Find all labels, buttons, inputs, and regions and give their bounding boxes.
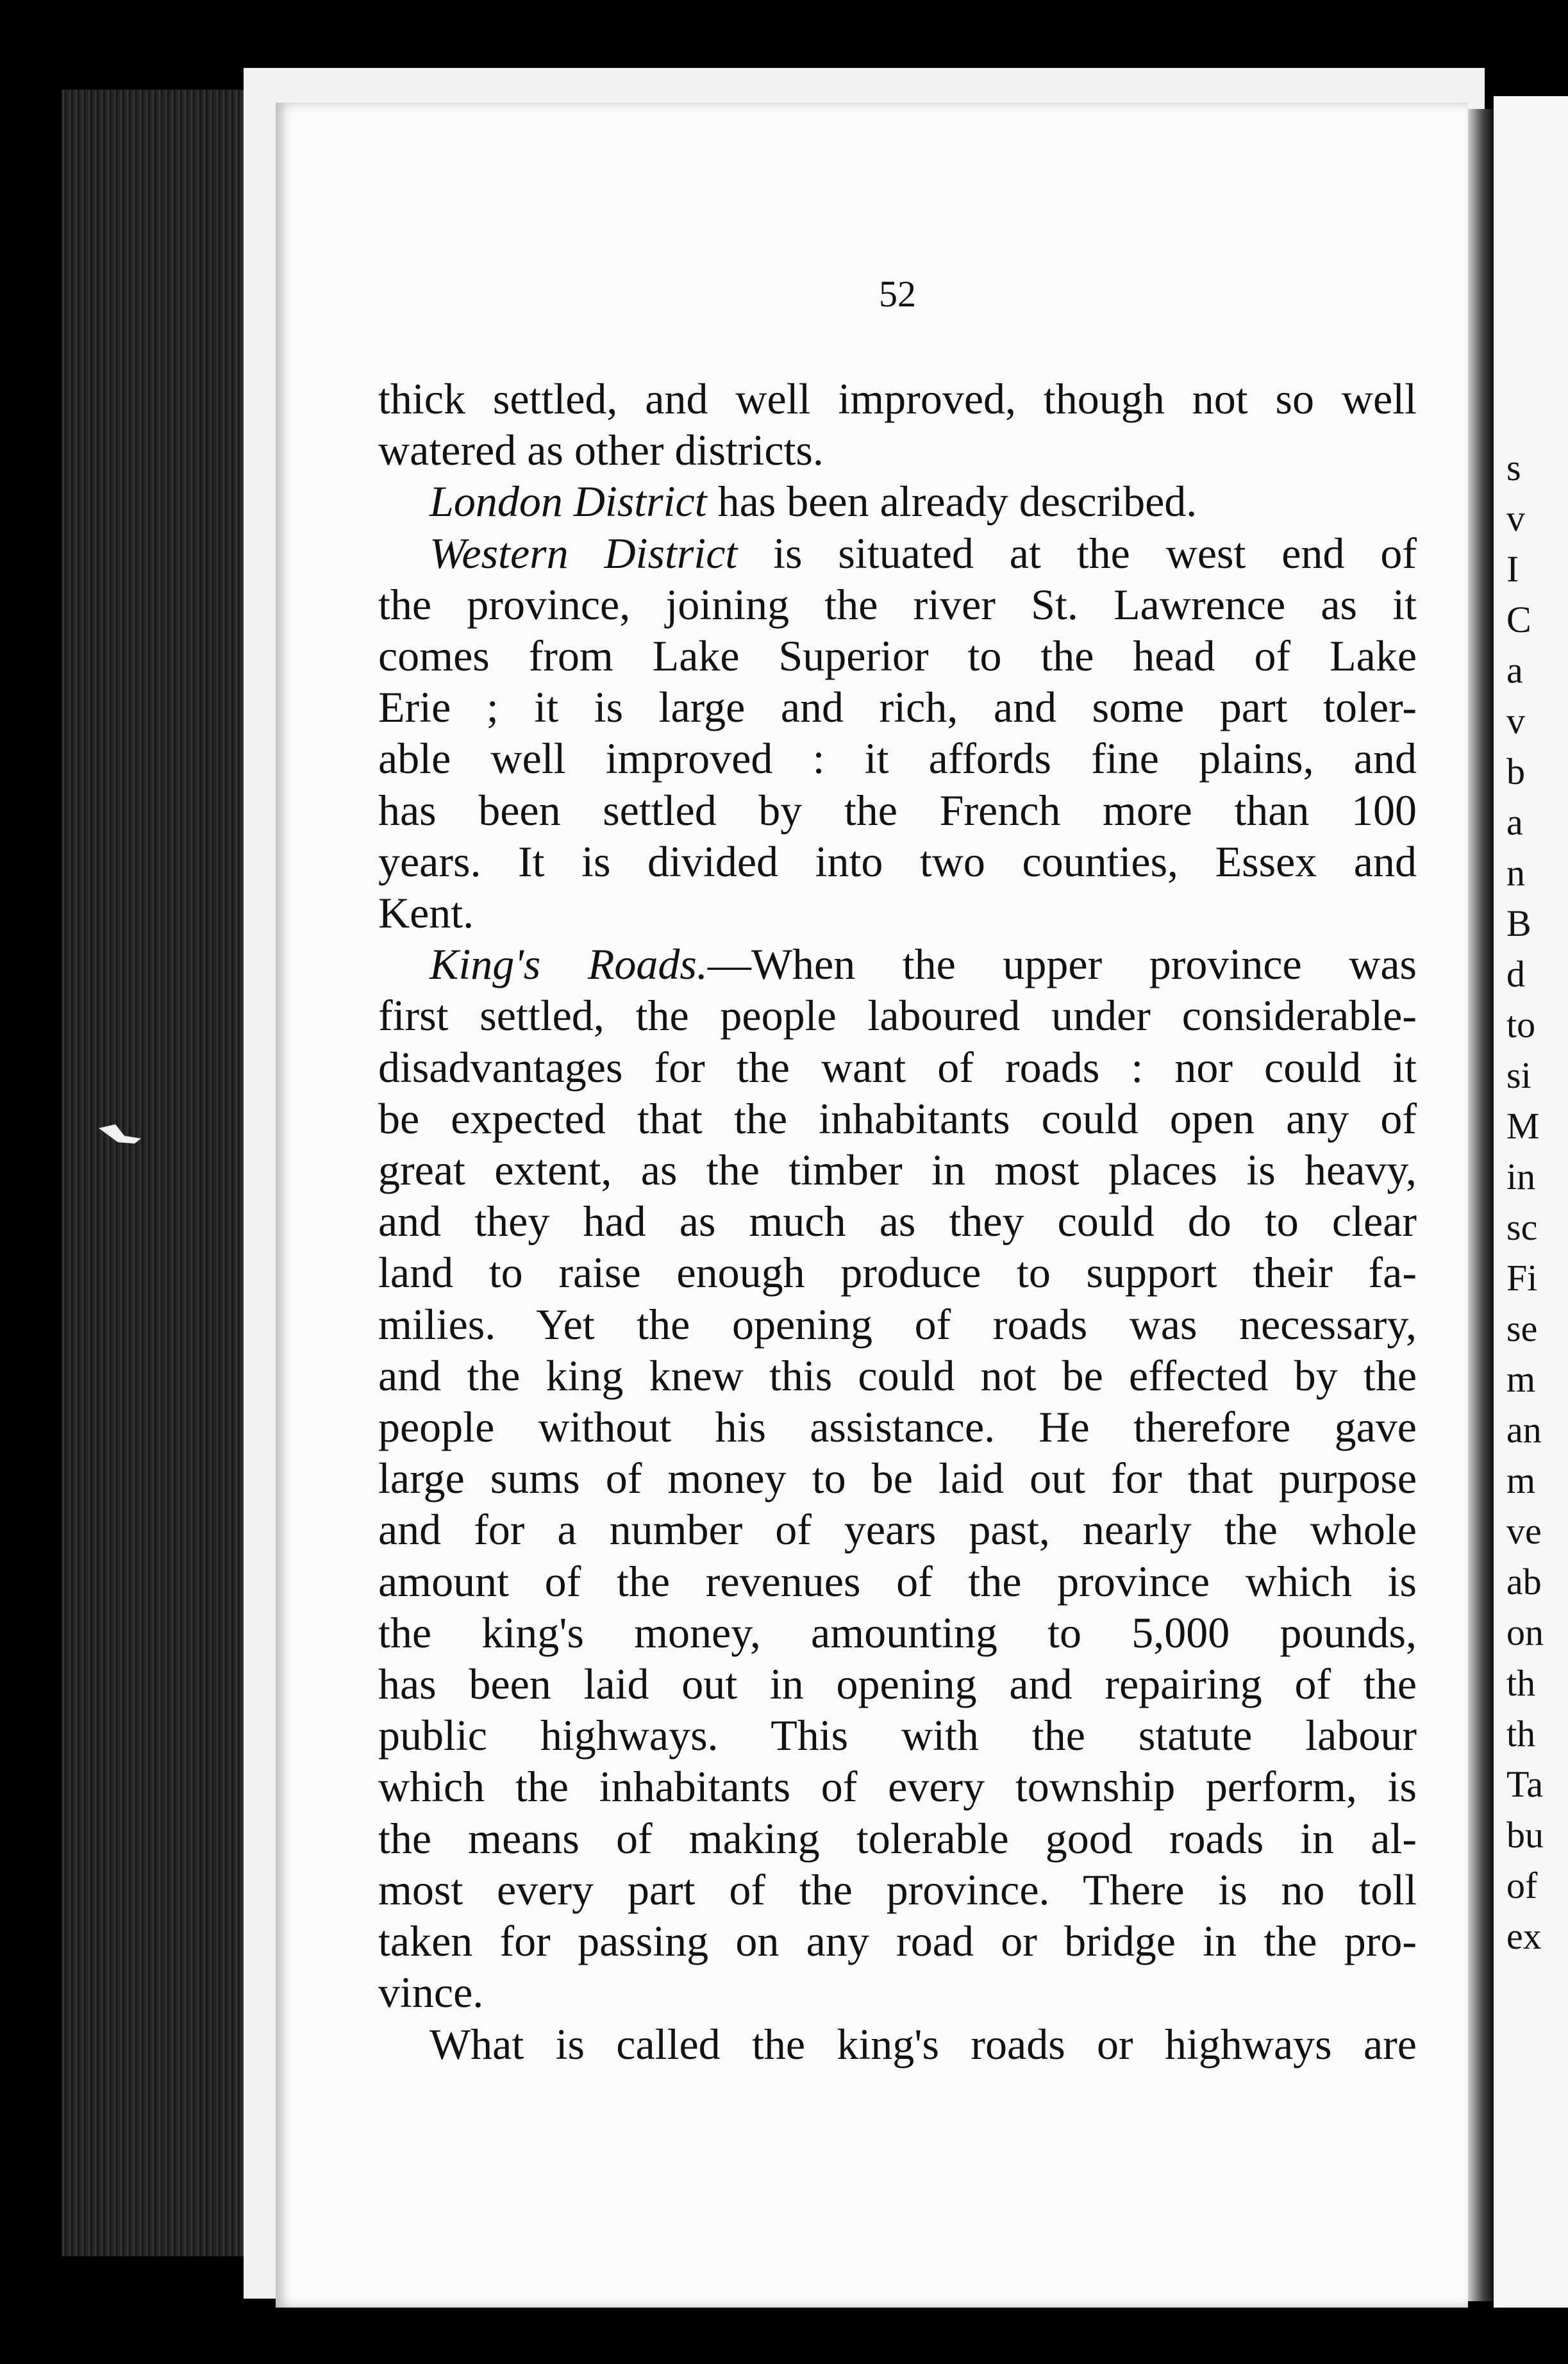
line-text: watered as other districts.: [378, 426, 824, 475]
line-text: most every part of the province. There is no toll: [378, 1865, 1417, 1914]
text-line: [378, 1813, 1417, 1864]
facing-page-fragment: sc: [1506, 1206, 1538, 1248]
line-text: the king's money, amounting to 5,000 pounds,: [378, 1608, 1417, 1657]
text-line: [378, 1710, 1417, 1761]
line-text: comes from Lake Superior to the head of Lake: [378, 631, 1417, 681]
line-text: the means of making tolerable good roads in al-: [378, 1813, 1417, 1863]
text-line: [378, 373, 1417, 424]
line-text: vince.: [378, 1968, 484, 2017]
line-text: people without his assistance. He therefore gave: [378, 1403, 1417, 1452]
line-text: milies. Yet the opening of roads was necessary,: [378, 1299, 1417, 1349]
text-line: [378, 733, 1417, 784]
text-line: [378, 681, 1417, 733]
section-heading: Western District: [430, 528, 738, 578]
line-text: —When the upper province was: [707, 940, 1417, 989]
facing-page-fragment: v: [1506, 497, 1525, 539]
line-text: What is called the king's roads or highways are: [430, 2019, 1417, 2068]
facing-page-fragment: an: [1506, 1409, 1542, 1451]
text-line: [378, 1761, 1417, 1812]
line-text: be expected that the inhabitants could open any of: [378, 1094, 1417, 1143]
facing-page-fragment: bu: [1506, 1814, 1544, 1856]
facing-page-fragment: ab: [1506, 1561, 1542, 1602]
facing-page-fragment: I: [1506, 548, 1519, 590]
text-line: [378, 1453, 1417, 1504]
page-number: 52: [879, 273, 916, 315]
line-text: disadvantages for the want of roads : nor could it: [378, 1042, 1417, 1092]
book-gutter: [1468, 109, 1494, 2301]
facing-page-text: [1506, 442, 1544, 1961]
text-line: [378, 938, 1417, 990]
text-line: [378, 1658, 1417, 1710]
facing-page-fragment: of: [1506, 1865, 1538, 1906]
facing-page-fragment: C: [1506, 599, 1531, 640]
facing-page-fragment: si: [1506, 1054, 1531, 1096]
text-line: [378, 1401, 1417, 1453]
facing-page-fragment: ex: [1506, 1915, 1542, 1957]
facing-page-fragment: th: [1506, 1713, 1536, 1754]
text-line: [378, 1144, 1417, 1195]
facing-page-fragment: b: [1506, 751, 1525, 792]
text-line: [378, 887, 1417, 938]
facing-page-fragment: a: [1506, 649, 1523, 691]
line-text: Erie ; it is large and rich, and some part toler-: [378, 683, 1417, 732]
text-line: [378, 528, 1417, 579]
facing-page-fragment: n: [1506, 852, 1525, 894]
text-line: [378, 1915, 1417, 1967]
line-text: public highways. This with the statute labour: [378, 1711, 1417, 1760]
line-text: is situated at the west end of: [737, 528, 1417, 578]
section-heading: King's Roads.: [430, 940, 708, 989]
text-line: [378, 1607, 1417, 1658]
facing-page-fragment: Ta: [1506, 1763, 1544, 1805]
line-text: years. It is divided into two counties, Essex and: [378, 837, 1417, 886]
text-line: [378, 836, 1417, 887]
text-line: [378, 990, 1417, 1041]
facing-page-fragment: a: [1506, 801, 1523, 843]
line-text: has been settled by the French more than 100: [378, 785, 1417, 835]
line-text: great extent, as the timber in most places is heavy,: [378, 1145, 1417, 1195]
line-text: amount of the revenues of the province which is: [378, 1556, 1417, 1606]
right-page: [1494, 96, 1568, 2308]
facing-page-fragment: to: [1506, 1004, 1536, 1045]
body-text: [378, 373, 1417, 2070]
facing-page-fragment: d: [1506, 953, 1525, 995]
facing-page-fragment: m: [1506, 1358, 1536, 1400]
facing-page-fragment: m: [1506, 1460, 1536, 1501]
facing-page-fragment: on: [1506, 1611, 1544, 1653]
facing-page-fragment: in: [1506, 1156, 1536, 1197]
facing-page-fragment: M: [1506, 1105, 1540, 1147]
line-text: able well improved : it affords fine plains, and: [378, 734, 1417, 783]
text-line: [378, 2019, 1417, 2070]
line-text: and they had as much as they could do to clear: [378, 1197, 1417, 1246]
facing-page-fragment: s: [1506, 447, 1521, 488]
facing-page-fragment: ve: [1506, 1510, 1542, 1552]
line-text: taken for passing on any road or bridge in the pro-: [378, 1917, 1417, 1966]
page-edges: [62, 90, 273, 2256]
line-text: land to raise enough produce to support their fa-: [378, 1248, 1417, 1297]
line-text: and the king knew this could not be effected by the: [378, 1351, 1417, 1400]
section-heading: London District: [430, 477, 707, 526]
text-line: [378, 1247, 1417, 1298]
text-line: [378, 1556, 1417, 1607]
text-line: [378, 476, 1417, 527]
facing-page-fragment: th: [1506, 1662, 1536, 1704]
text-line: [378, 785, 1417, 836]
line-text: first settled, the people laboured under considerable-: [378, 991, 1417, 1040]
line-text: the province, joining the river St. Lawrence as it: [378, 579, 1417, 629]
text-line: [378, 1299, 1417, 1350]
facing-page-fragment: se: [1506, 1308, 1538, 1349]
facing-page-fragment: Fi: [1506, 1257, 1538, 1299]
line-text: has been already described.: [706, 477, 1197, 526]
text-line: [378, 1967, 1417, 2018]
text-line: [378, 1864, 1417, 1915]
line-text: thick settled, and well improved, though not so well: [378, 374, 1417, 423]
text-line: [378, 424, 1417, 476]
text-line: [378, 1350, 1417, 1401]
paper-tear-mark: [96, 1122, 147, 1150]
line-text: which the inhabitants of every township perform, is: [378, 1762, 1417, 1811]
line-text: large sums of money to be laid out for that purpose: [378, 1454, 1417, 1503]
text-line: [378, 579, 1417, 630]
facing-page-fragment: B: [1506, 903, 1531, 944]
text-line: [378, 1195, 1417, 1247]
line-text: has been laid out in opening and repairing of the: [378, 1660, 1417, 1709]
facing-page-fragment: v: [1506, 700, 1525, 742]
text-line: [378, 1093, 1417, 1144]
text-line: [378, 1042, 1417, 1093]
text-line: [378, 1504, 1417, 1555]
line-text: and for a number of years past, nearly the whole: [378, 1505, 1417, 1554]
line-text: Kent.: [378, 888, 474, 938]
text-line: [378, 630, 1417, 681]
